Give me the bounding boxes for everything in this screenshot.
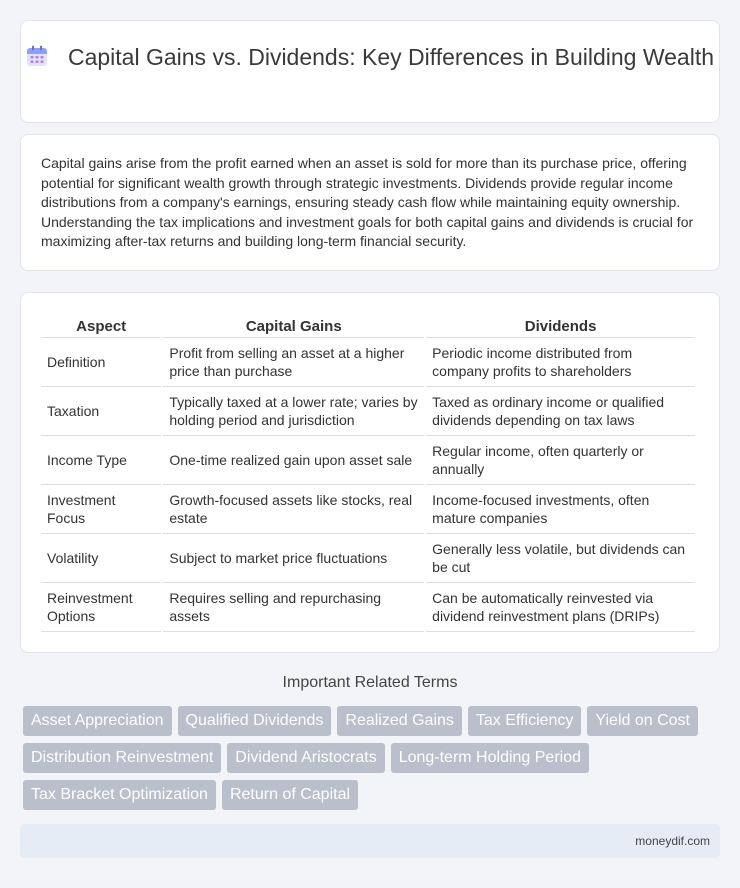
tag-tax-efficiency[interactable]: Tax Efficiency: [468, 706, 582, 736]
tag-distribution-reinvestment[interactable]: Distribution Reinvestment: [23, 743, 221, 773]
table-cell: Reinvestment Options: [41, 583, 161, 632]
table-row: [41, 485, 695, 534]
tag-tax-bracket-optimization[interactable]: Tax Bracket Optimization: [23, 780, 216, 810]
table-cell: Growth-focused assets like stocks, real estate: [163, 485, 424, 534]
intro-paragraph: Capital gains arise from the profit earned when an asset is sold for more than its purchase price, offering potential for significant wealth growth through strategic investments. Dividends provide regular income distributions from a company's earnings, ensuring steady cash flow while maintaining equity ownership. Understanding the tax implications and investment goals for both capital gains and dividends is crucial for maximizing after-tax returns and building long-term financial security.: [41, 155, 694, 249]
tag-asset-appreciation[interactable]: Asset Appreciation: [23, 706, 172, 736]
table-row: [41, 583, 695, 632]
column-header-dividends: Dividends: [426, 316, 695, 338]
tag-yield-on-cost[interactable]: Yield on Cost: [587, 706, 698, 736]
table-row: [41, 436, 695, 485]
table-cell: Income-focused investments, often mature companies: [426, 485, 695, 534]
table-cell: Taxation: [41, 387, 161, 436]
title-card: [20, 20, 720, 123]
table-cell: Income Type: [41, 436, 161, 485]
intro-card: [20, 134, 720, 271]
table-row: [41, 387, 695, 436]
page-title: [21, 43, 719, 72]
related-terms-list: [23, 706, 723, 810]
table-cell: Definition: [41, 338, 161, 387]
table-cell: Requires selling and repurchasing assets: [163, 583, 424, 632]
tag-qualified-dividends[interactable]: Qualified Dividends: [178, 706, 332, 736]
table-cell: Subject to market price fluctuations: [163, 534, 424, 583]
table-cell: Periodic income distributed from company profits to shareholders: [426, 338, 695, 387]
footer: [20, 824, 720, 858]
table-row: [41, 338, 695, 387]
table-cell: Investment Focus: [41, 485, 161, 534]
table-cell: Regular income, often quarterly or annually: [426, 436, 695, 485]
table-cell: Generally less volatile, but dividends can be cut: [426, 534, 695, 583]
calendar-icon: [26, 45, 48, 67]
footer-site-link[interactable]: moneydif.com: [635, 834, 710, 848]
related-terms-heading: Important Related Terms: [282, 674, 458, 691]
comparison-table: [39, 316, 697, 632]
table-cell: Typically taxed at a lower rate; varies by holding period and jurisdiction: [163, 387, 424, 436]
page-title-text: Capital Gains vs. Dividends: Key Differences in Building Wealth: [67, 44, 715, 70]
tag-dividend-aristocrats[interactable]: Dividend Aristocrats: [227, 743, 384, 773]
table-row: [41, 534, 695, 583]
table-cell: One-time realized gain upon asset sale: [163, 436, 424, 485]
table-cell: Volatility: [41, 534, 161, 583]
table-cell: Can be automatically reinvested via dividend reinvestment plans (DRIPs): [426, 583, 695, 632]
column-header-aspect: Aspect: [41, 316, 161, 338]
comparison-card: [20, 292, 720, 653]
table-cell: Taxed as ordinary income or qualified dividends depending on tax laws: [426, 387, 695, 436]
tag-realized-gains[interactable]: Realized Gains: [337, 706, 462, 736]
table-header-row: [41, 316, 695, 338]
tag-long-term-holding-period[interactable]: Long-term Holding Period: [391, 743, 589, 773]
tag-return-of-capital[interactable]: Return of Capital: [222, 780, 358, 810]
column-header-capital-gains: Capital Gains: [163, 316, 424, 338]
table-cell: Profit from selling an asset at a higher price than purchase: [163, 338, 424, 387]
